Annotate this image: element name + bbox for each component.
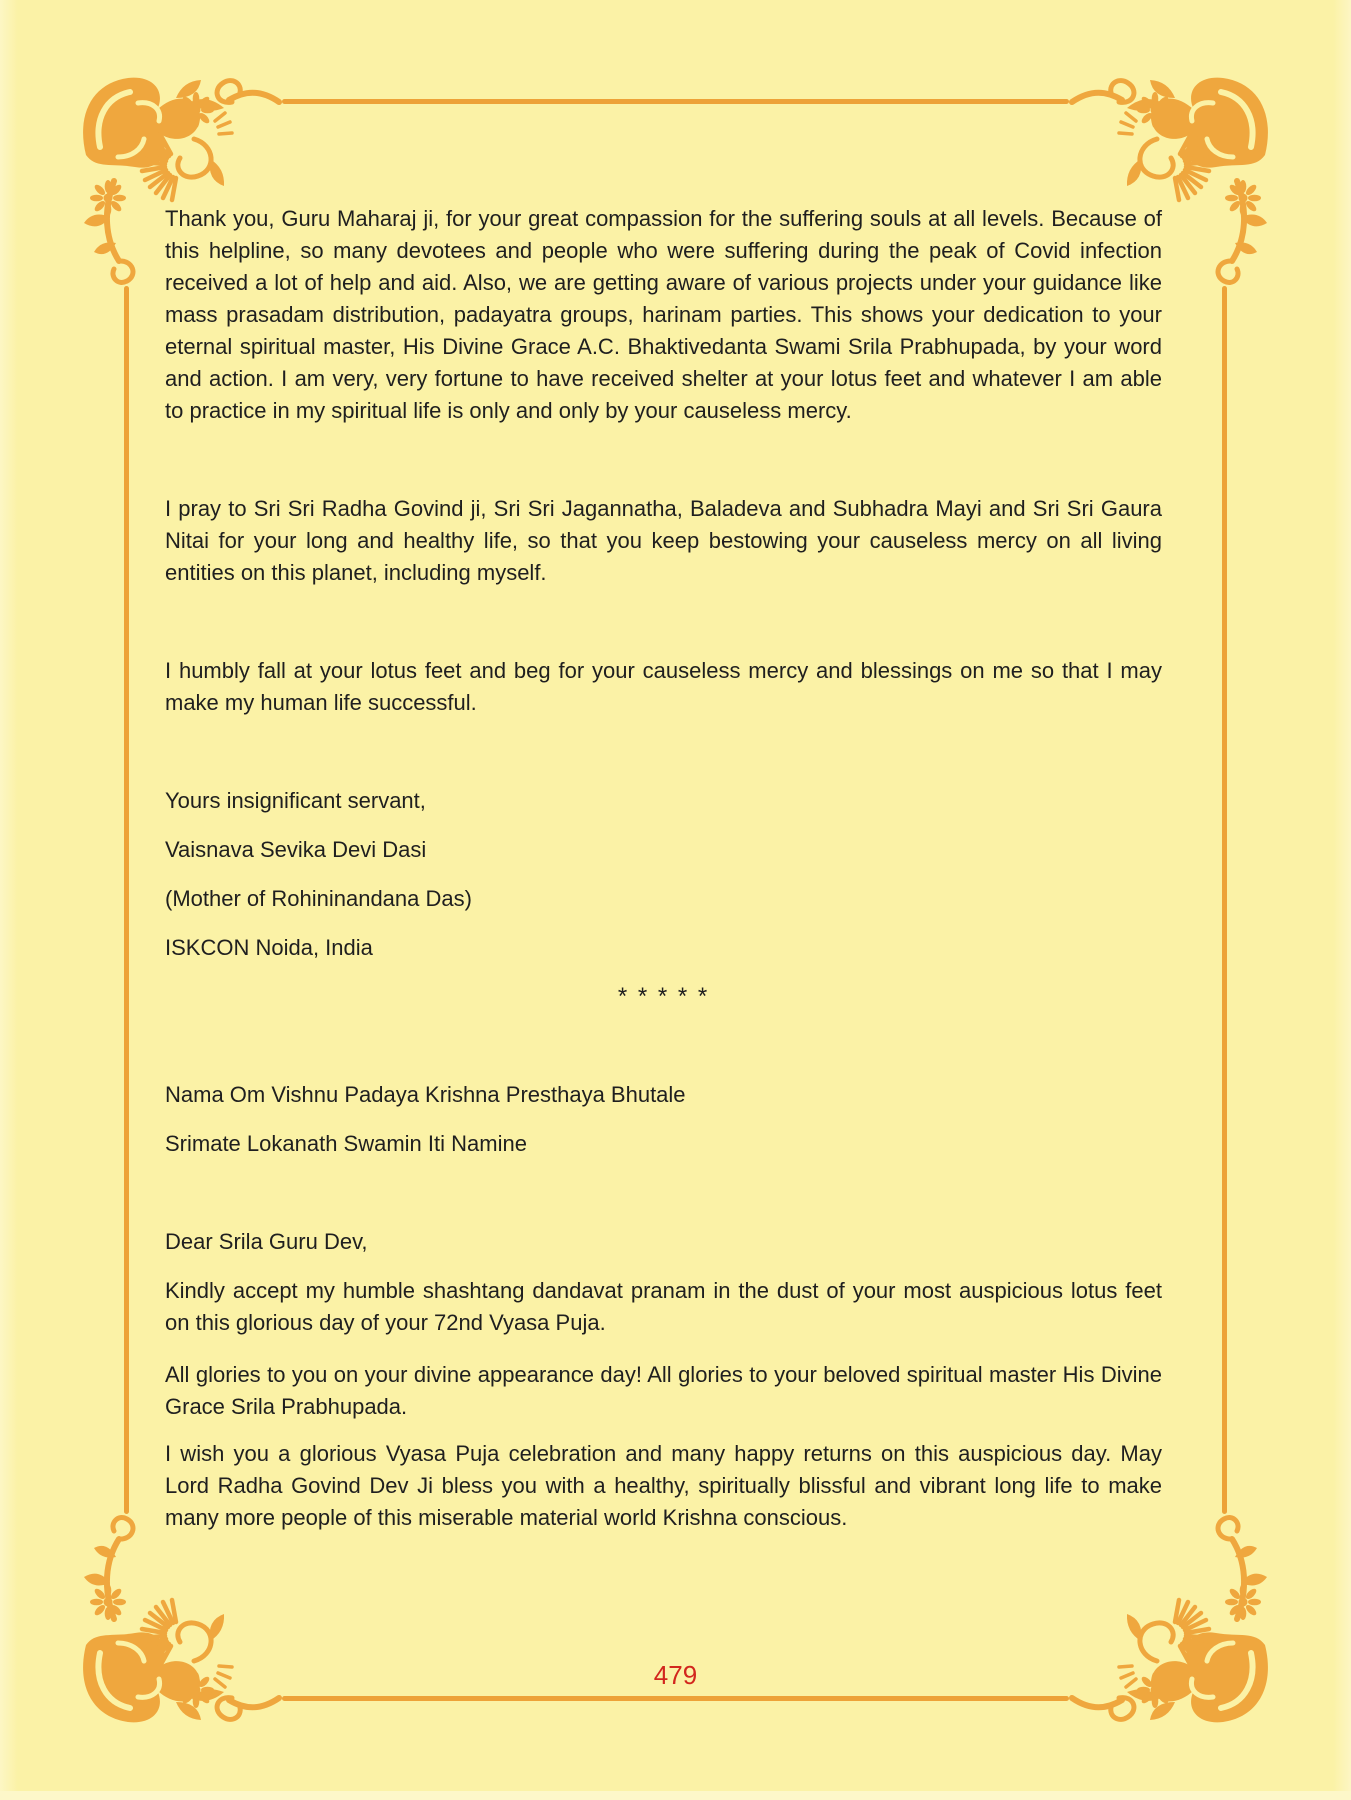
signature-name: Vaisnava Sevika Devi Dasi	[165, 837, 427, 862]
offering2-paragraph-1: Kindly accept my humble shashtang dandavat pranam in the dust of your most auspicious lotus feet on this glorious day of your 72nd Vyasa Puja.	[165, 1278, 1162, 1335]
invocation-line-2: Srimate Lokanath Swamin Iti Namine	[165, 1131, 527, 1156]
offering2-paragraph-3: I wish you a glorious Vyasa Puja celebration and many happy returns on this auspicious day. May Lord Radha Govind Dev Ji bless you with a healthy, spiritually blissful and vibrant long life to make many more people of this miserable material world Krishna conscious.	[165, 1441, 1162, 1530]
section-separator: * * * * *	[617, 983, 710, 1010]
signature-relation: (Mother of Rohininandana Das)	[165, 886, 472, 911]
salutation: Dear Srila Guru Dev,	[165, 1229, 368, 1254]
offering2-paragraph-2: All glories to you on your divine appearance day! All glories to your beloved spiritual master His Divine Grace Srila Prabhupada.	[165, 1362, 1162, 1419]
floral-corner-bottom-left-icon	[72, 1510, 282, 1735]
page-number: 479	[653, 1660, 698, 1690]
border-line-bottom	[282, 1696, 1069, 1701]
signature-closing: Yours insignificant servant,	[165, 788, 426, 813]
invocation-line-1: Nama Om Vishnu Padaya Krishna Presthaya Bhutale	[165, 1082, 686, 1107]
signature-location: ISKCON Noida, India	[165, 935, 373, 960]
border-line-left	[124, 286, 129, 1514]
offering1-paragraph-2: I pray to Sri Sri Radha Govind ji, Sri Sri Jagannatha, Baladeva and Subhadra Mayi and Sri Sri Gaura Nitai for your long and healthy life, so that you keep bestowing your causeless mercy on all living entities on this planet, including myself.	[165, 496, 1162, 585]
border-line-right	[1222, 286, 1227, 1514]
border-line-top	[282, 99, 1069, 104]
floral-corner-bottom-right-icon	[1069, 1510, 1279, 1735]
offering1-paragraph-1: Thank you, Guru Maharaj ji, for your great compassion for the suffering souls at all levels. Because of this helpline, so many devotees and people who were suffering during the peak of Covid infection received a lot of help and aid. Also, we are getting aware of various projects under your guidance like mass prasadam distribution, padayatra groups, harinam parties. This shows your dedication to your eternal spiritual master, His Divine Grace A.C. Bhaktivedanta Swami Srila Prabhupada, by your word and action. I am very, very fortune to have received shelter at your lotus feet and whatever I am able to practice in my spiritual life is only and only by your causeless mercy.	[165, 206, 1162, 423]
letter-content	[165, 203, 1162, 1534]
offering1-paragraph-3: I humbly fall at your lotus feet and beg for your causeless mercy and blessings on me so that I may make my human life successful.	[165, 658, 1162, 715]
